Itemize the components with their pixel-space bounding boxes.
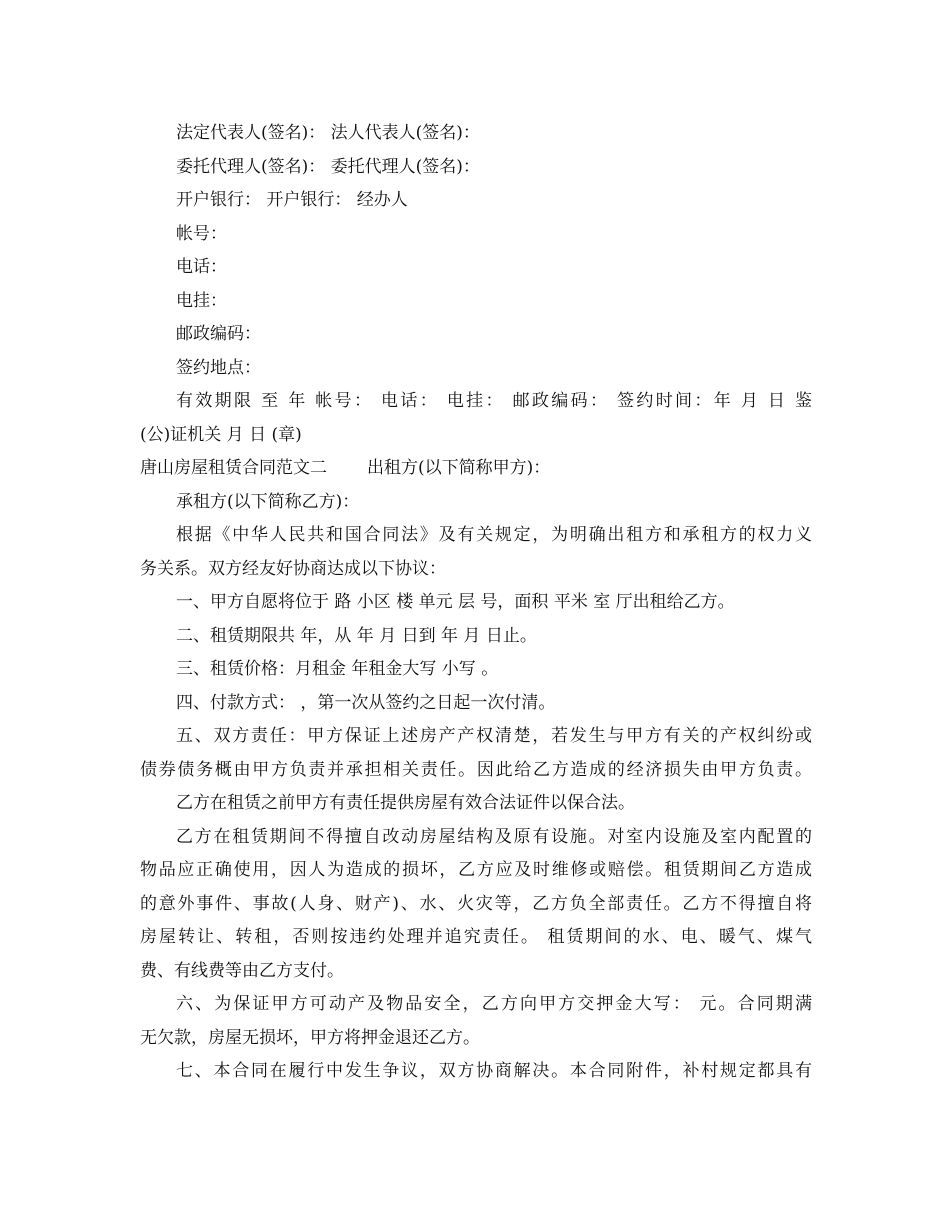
preamble-line-1: 根据《中华人民共和国合同法》及有关规定，为明确出租方和承租方的权力义 (176, 525, 812, 545)
clause-5-line-3: 乙方在租赁之前甲方有责任提供房屋有效合法证件以保合法。 (176, 793, 635, 813)
clause-6-line-1: 六、为保证甲方可动产及物品安全，乙方向甲方交押金大写： 元。合同期满 (176, 994, 812, 1014)
account-line: 帐号： (176, 223, 227, 244)
validity-period-line: 有效期限 至 年 帐号： 电话： 电挂： 邮政编码： 签约时间：年 月 日 鉴 (176, 391, 812, 411)
clause-5-line-8: 费、有线费等由乙方支付。 (140, 960, 344, 981)
bank-line: 开户银行： 开户银行： 经办人 (176, 190, 408, 210)
signing-place-line: 签约地点： (176, 357, 261, 378)
contract-title-line (140, 452, 812, 486)
clause-5-line-4: 乙方在租赁期间不得擅自改动房屋结构及原有设施。对室内设施及室内配置的 (176, 826, 812, 847)
clause-2-line: 二、租赁期限共 年，从 年 月 日到 年 月 日止。 (176, 625, 537, 646)
clause-5-line-7: 房屋转让、转租，否则按违约处理并追究责任。 租赁期间的水、电、暖气、煤气 (140, 927, 812, 947)
clause-5-line-5: 物品应正确使用，因人为造成的损坏，乙方应及时维修或赔偿。租赁期间乙方造成 (140, 860, 812, 880)
postal-code-line: 邮政编码： (176, 324, 261, 344)
contract-title: 唐山房屋租赁合同范文二 (140, 458, 327, 478)
document-body (140, 117, 812, 1089)
clause-5-line-2: 债券债务概由甲方负责并承担相关责任。因此给乙方造成的经济损失由甲方负责。 (140, 759, 812, 780)
preamble-line-2: 务关系。双方经友好协商达成以下协议： (140, 558, 446, 579)
party-b-line: 承租方(以下简称乙方)： (176, 491, 360, 512)
party-a-label: 出租方(以下简称甲方)： (367, 458, 551, 478)
clause-7-line-1: 七、本合同在履行中发生争议，双方协商解决。本合同附件，补村规定都具有 (176, 1061, 812, 1081)
clause-5-line-1: 五、双方责任：甲方保证上述房产产权清楚，若发生与甲方有关的产权纠纷或 (176, 726, 812, 746)
phone-line: 电话： (176, 257, 227, 277)
clause-6-line-2: 无欠款，房屋无损坏，甲方将押金退还乙方。 (140, 1027, 480, 1048)
clause-1-line: 一、甲方自愿将位于 路 小区 楼 单元 层 号，面积 平米 室 厅出租给乙方。 (176, 592, 735, 612)
signature-agent-line: 委托代理人(签名)： 委托代理人(签名)： (176, 156, 480, 177)
telegraph-line: 电挂： (176, 290, 227, 311)
signature-legal-rep-line: 法定代表人(签名)： 法人代表人(签名)： (176, 123, 480, 143)
clause-4-line: 四、付款方式： ，第一次从签约之日起一次付清。 (176, 692, 556, 713)
notary-line: (公)证机关 月 日 (章) (140, 424, 302, 445)
clause-5-line-6: 的意外事件、事故(人身、财产)、水、火灾等，乙方负全部责任。乙方不得擅自将 (140, 893, 812, 914)
clause-3-line: 三、租赁价格：月租金 年租金大写 小写 。 (176, 659, 499, 679)
